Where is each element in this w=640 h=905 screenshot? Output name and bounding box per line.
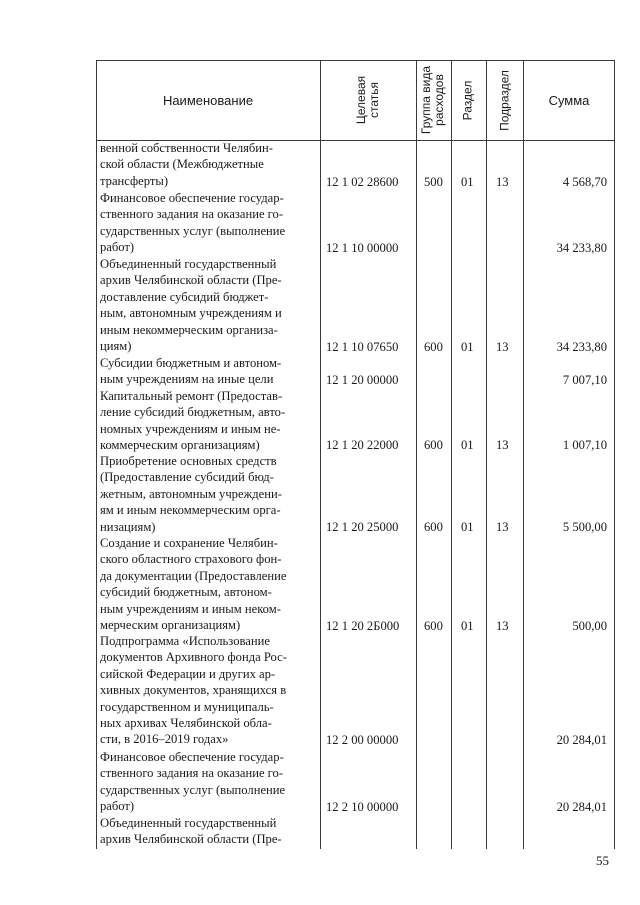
row-group: 600	[424, 340, 443, 354]
row-subsection: 13	[496, 340, 509, 354]
row-sum: 5 500,00	[562, 520, 607, 534]
row-name: Капитальный ремонт (Предостав- ление субсидий бюджетным, авто- номных учреждениям и иным не- коммерческим организациям)	[100, 389, 286, 453]
row-sum: 4 568,70	[562, 175, 607, 189]
row-section: 01	[461, 438, 474, 452]
row-name: Субсидии бюджетным и автоном- ным учреждениям на иные цели	[100, 356, 282, 387]
row-group: 600	[424, 619, 443, 633]
row-section: 01	[461, 520, 474, 534]
row-sum: 500,00	[572, 619, 607, 633]
row-section: 01	[461, 175, 474, 189]
row-group: 600	[424, 438, 443, 452]
row-sum: 34 233,80	[556, 241, 607, 255]
header-target-article: Целевая статья	[354, 75, 381, 125]
row-name: Приобретение основных средств (Предоставление субсидий бюд- жетным, автономным учреждени- ям и иным некоммерческим орга- низациям)	[100, 454, 282, 534]
row-code: 12 2 10 00000	[326, 800, 399, 814]
col-border-left	[96, 60, 97, 849]
col-border-code	[416, 60, 417, 849]
row-code: 12 1 02 28600	[326, 175, 399, 189]
col-border-section	[486, 60, 487, 849]
row-sum: 20 284,01	[556, 733, 607, 747]
row-name: Финансовое обеспечение государ- ственного задания на оказание го- сударственных услуг (выполнение работ)	[100, 750, 286, 814]
col-border-name	[320, 60, 321, 849]
col-border-group	[451, 60, 452, 849]
row-code: 12 1 20 22000	[326, 438, 399, 452]
row-name: Объединенный государственный архив Челябинской области (Пре-	[100, 816, 282, 847]
row-group: 600	[424, 520, 443, 534]
page-number: 55	[596, 853, 609, 868]
row-name: венной собственности Челябин- ской области (Межбюджетные трансферты)	[100, 141, 273, 188]
row-name: Финансовое обеспечение государ- ственного задания на оказание го- сударственных услуг (выполнение работ)	[100, 191, 286, 255]
row-code: 12 1 20 2Б000	[326, 619, 400, 633]
header-expense-group: Группа вида расходов	[419, 65, 446, 135]
row-sum: 1 007,10	[562, 438, 607, 452]
row-subsection: 13	[496, 520, 509, 534]
row-name: Объединенный государственный архив Челябинской области (Пре- доставление субсидий бюджет- ным, автономным учреждениям и иным некоммерческим организа- циям)	[100, 257, 282, 353]
row-group: 500	[424, 175, 443, 189]
row-name: Создание и сохранение Челябин- ского областного страхового фон- да документации (Предоставление субсидий бюджетным, автоном- ным учреждениям и иным неком- мерческим организациям)	[100, 536, 287, 632]
header-subsection: Подраздел	[497, 70, 512, 131]
budget-table	[96, 60, 615, 849]
col-border-subsection	[523, 60, 524, 849]
col-border-right	[614, 60, 615, 849]
row-sum: 20 284,01	[556, 800, 607, 814]
row-code: 12 1 10 00000	[326, 241, 399, 255]
row-name: Подпрограмма «Использование документов Архивного фонда Рос- сийской Федерации и других ар- хивных документов, хранящихся в государственном и муниципаль- ных архивах Челябинской обла- сти, в 2016–2019 годах»	[100, 634, 287, 747]
row-code: 12 1 20 25000	[326, 520, 399, 534]
header-name: Наименование	[162, 92, 254, 108]
row-subsection: 13	[496, 175, 509, 189]
row-subsection: 13	[496, 438, 509, 452]
row-code: 12 1 10 07650	[326, 340, 399, 354]
row-code: 12 2 00 00000	[326, 733, 399, 747]
row-section: 01	[461, 619, 474, 633]
row-sum: 34 233,80	[556, 340, 607, 354]
header-section: Раздел	[460, 80, 475, 121]
row-code: 12 1 20 00000	[326, 373, 399, 387]
header-sum: Сумма	[548, 92, 590, 108]
row-section: 01	[461, 340, 474, 354]
row-sum: 7 007,10	[562, 373, 607, 387]
row-subsection: 13	[496, 619, 509, 633]
